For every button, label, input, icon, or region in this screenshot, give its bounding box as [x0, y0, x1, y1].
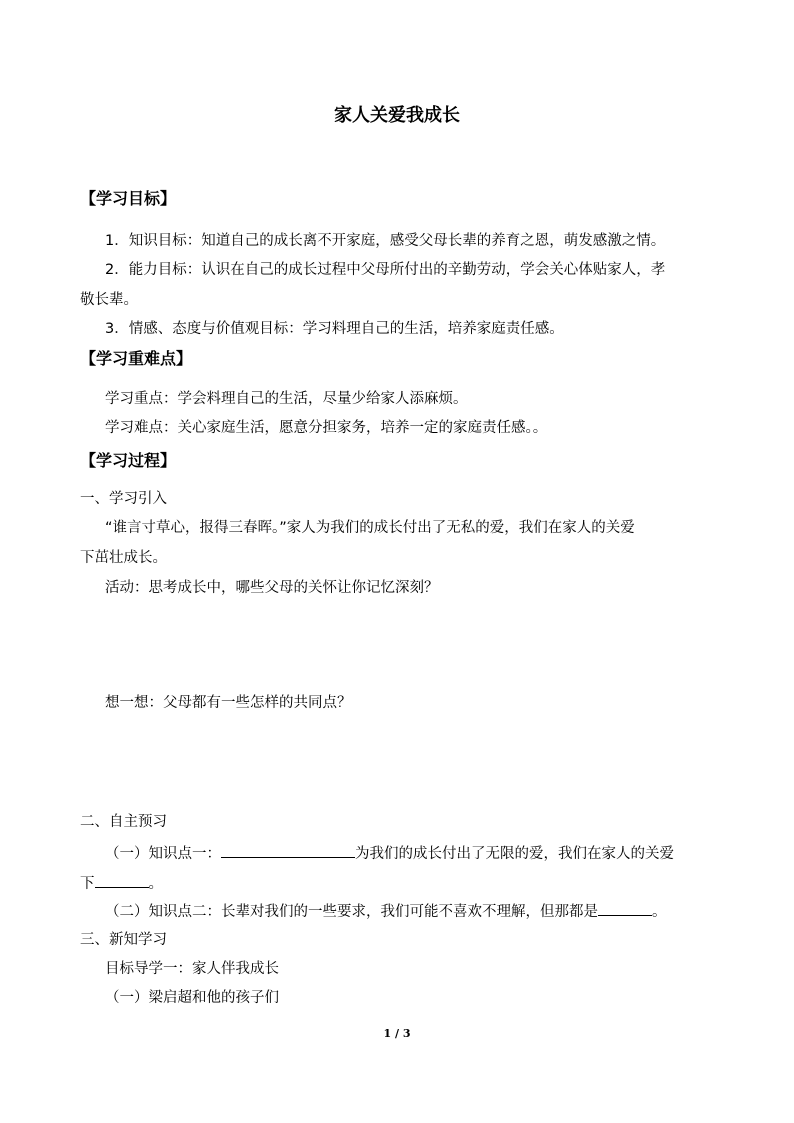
intro-line-1: “谁言寸草心，报得三春晖。”家人为我们的成长付出了无私的爱，我们在家人的关爱 [105, 520, 635, 536]
goals-heading: 【学习目标】 [80, 189, 177, 208]
part-1-heading: 一、学习引入 [80, 491, 167, 507]
activity-prompt: 活动：思考成长中，哪些父母的关怀让你记忆深刻？ [105, 580, 439, 596]
goal-2-line-1: 2．能力目标：认识在自己的成长过程中父母所付出的辛勤劳动，学会关心体贴家人，孝 [105, 262, 666, 278]
intro-line-2: 下茁壮成长。 [80, 550, 167, 566]
sub-section-1: （一）梁启超和他的孩子们 [105, 990, 279, 1006]
target-1: 目标导学一：家人伴我成长 [105, 961, 279, 977]
knowledge-point-1-line-2 [80, 873, 163, 894]
fill-blank-2[interactable] [95, 873, 149, 888]
goal-2-line-2: 敬长辈。 [80, 292, 138, 308]
document-title: 家人关爱我成长 [334, 105, 460, 126]
kp1-line2-suffix: 。 [148, 876, 163, 892]
kp2-suffix: 。 [652, 904, 667, 920]
knowledge-point-1 [105, 843, 674, 864]
difficult-point: 学习难点：关心家庭生活，愿意分担家务，培养一定的家庭责任感。。 [105, 420, 548, 436]
knowledge-point-2 [105, 901, 667, 922]
fill-blank-1[interactable] [221, 843, 355, 858]
kp1-mid: 为我们的成长付出了无限的爱，我们在家人的关爱 [355, 846, 674, 862]
part-2-heading: 二、自主预习 [80, 814, 167, 830]
goal-3: 3．情感、态度与价值观目标：学习料理自己的生活，培养家庭责任感。 [105, 321, 564, 337]
part-3-heading: 三、新知学习 [80, 932, 167, 948]
kp1-prefix: （一）知识点一： [105, 846, 221, 862]
kp1-line2-prefix: 下 [80, 876, 95, 892]
key-difficult-heading: 【学习重难点】 [80, 349, 193, 368]
goal-1: 1．知识目标：知道自己的成长离不开家庭，感受父母长辈的养育之恩，萌发感激之情。 [105, 233, 666, 249]
key-point: 学习重点：学会料理自己的生活，尽量少给家人添麻烦。 [105, 391, 468, 407]
kp2-prefix: （二）知识点二：长辈对我们的一些要求，我们可能不喜欢不理解，但那都是 [105, 904, 598, 920]
process-heading: 【学习过程】 [80, 451, 177, 470]
page-number: 1 / 3 [383, 1027, 411, 1040]
think-prompt: 想一想：父母都有一些怎样的共同点？ [105, 695, 352, 711]
fill-blank-3[interactable] [598, 901, 652, 916]
